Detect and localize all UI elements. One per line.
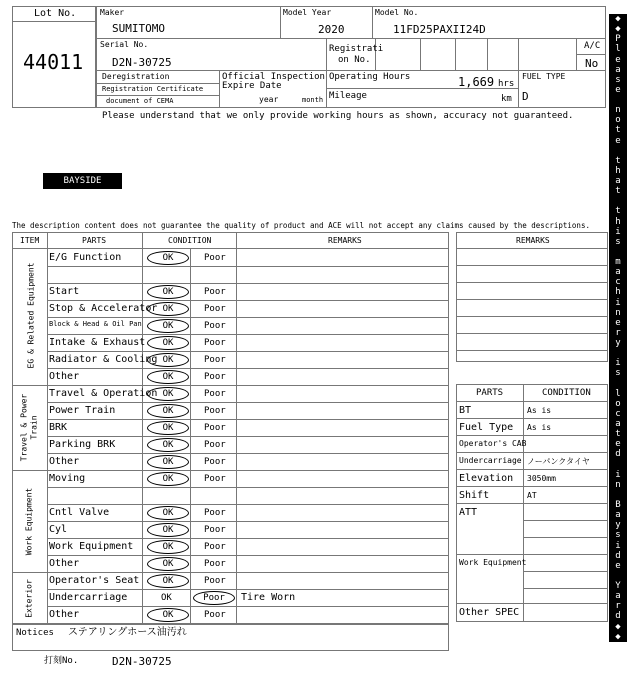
sidebar-char: i <box>615 358 621 369</box>
sidebar-char: ◆ <box>615 631 621 642</box>
condition-ok[interactable]: OK <box>147 506 189 520</box>
sidebar-char: a <box>615 176 621 186</box>
operating-hours-value: 1,669 <box>458 75 495 89</box>
sidebar-char: a <box>615 510 621 521</box>
part-label: Work Equipment <box>49 541 134 552</box>
spec-col-parts: PARTS <box>476 388 504 398</box>
table-row <box>47 470 449 487</box>
spec-part: Shift <box>459 490 490 501</box>
table-row <box>47 538 449 555</box>
lot-number: 44011 <box>23 50 84 74</box>
inspection-label: Official Inspection <box>222 72 325 82</box>
spec-part: Undercarriage <box>459 456 522 465</box>
sidebar-char: ◆ <box>615 14 621 24</box>
sidebar-char: d <box>615 550 621 561</box>
table-row <box>47 402 449 419</box>
part-label: Cyl <box>49 524 68 535</box>
spec-part: ATT <box>459 507 478 518</box>
table-row <box>47 385 449 402</box>
condition-poor[interactable]: Poor <box>204 474 226 484</box>
part-label: Other <box>49 371 80 382</box>
sidebar-char: ◆ <box>615 621 621 632</box>
sidebar-char: i <box>615 226 621 237</box>
right-remarks-table <box>456 232 608 362</box>
condition-ok[interactable]: OK <box>147 319 189 333</box>
condition-poor[interactable]: Poor <box>204 406 226 416</box>
table-row <box>47 504 449 521</box>
spec-value: As is <box>527 406 552 415</box>
ac-label: A/C <box>584 41 601 51</box>
sidebar-char: B <box>615 500 621 510</box>
spec-part: Fuel Type <box>459 422 514 433</box>
table-row <box>47 589 449 606</box>
condition-poor[interactable]: Poor <box>204 338 226 348</box>
model-year-value: 2020 <box>318 23 345 36</box>
col-item-header: ITEM <box>20 236 40 245</box>
condition-poor[interactable]: Poor <box>204 253 226 263</box>
condition-poor[interactable]: Poor <box>204 542 226 552</box>
condition-ok[interactable]: OK <box>147 387 189 401</box>
spec-part: Work Equipment <box>459 558 527 567</box>
sidebar-char <box>609 571 627 581</box>
sidebar-char: i <box>615 297 621 308</box>
condition-poor[interactable]: Poor <box>204 508 226 518</box>
table-row <box>47 606 449 623</box>
condition-poor[interactable]: Poor <box>204 321 226 331</box>
sidebar-char: s <box>615 74 621 85</box>
disclaimer: The description content does not guarantee the quality of product and ACE will not accept any claims caused by the descriptions. <box>12 221 590 230</box>
condition-ok[interactable]: OK <box>147 251 189 265</box>
group-travel-label: Travel & Power <box>19 393 29 462</box>
condition-poor[interactable]: Poor <box>204 389 226 399</box>
sidebar-char: d <box>615 611 621 622</box>
part-label: E/G Function <box>49 252 122 263</box>
condition-ok[interactable]: OK <box>147 472 189 486</box>
sidebar-char: t <box>615 186 621 197</box>
part-label: Stop & Accelerator <box>49 303 158 314</box>
part-label: Power Train <box>49 405 116 416</box>
sidebar-char <box>609 348 627 358</box>
condition-ok[interactable]: OK <box>147 557 189 571</box>
registration-certificate-label: Registration Certificate <box>102 85 204 93</box>
part-label: Operator's Seat <box>49 575 140 586</box>
table-row <box>47 334 449 351</box>
sidebar-char: i <box>615 540 621 551</box>
part-label: Undercarriage <box>49 592 128 603</box>
sidebar-char <box>609 247 627 257</box>
condition-poor[interactable]: Poor <box>204 610 226 620</box>
condition-ok[interactable]: OK <box>147 455 189 469</box>
sidebar-char: t <box>615 429 621 440</box>
col-parts-header: PARTS <box>82 236 107 245</box>
sidebar-char: e <box>615 560 621 571</box>
condition-poor[interactable]: Poor <box>204 525 226 535</box>
part-label: Start <box>49 286 80 297</box>
sidebar-char: P <box>615 34 621 45</box>
mileage-label: Mileage <box>329 91 367 101</box>
part-label: Travel & Operation <box>49 388 158 399</box>
condition-poor[interactable]: Poor <box>204 304 226 314</box>
sidebar-char <box>609 460 627 470</box>
sidebar-char: c <box>615 277 621 288</box>
sidebar-char: s <box>615 530 621 541</box>
table-row <box>47 521 449 538</box>
part-label: Moving <box>49 473 86 484</box>
sidebar-char: a <box>615 64 621 75</box>
inspection-label-2: Expire Date <box>222 81 282 91</box>
location-sidebar <box>609 14 627 642</box>
sidebar-char <box>609 146 627 156</box>
operating-hours-label: Operating Hours <box>329 72 411 82</box>
sidebar-char: e <box>615 439 621 450</box>
condition-poor[interactable]: Poor <box>204 372 226 382</box>
table-row <box>47 249 449 266</box>
group-exterior-label: Exterior <box>24 579 34 618</box>
spec-part: Elevation <box>459 473 514 484</box>
month-label: month <box>302 96 324 104</box>
lot-label: Lot No. <box>34 8 77 19</box>
col-remarks-header: REMARKS <box>328 236 362 245</box>
condition-ok[interactable]: OK <box>147 353 189 367</box>
sidebar-char: i <box>615 469 621 480</box>
condition-ok[interactable]: OK <box>147 370 189 384</box>
sidebar-char: r <box>615 327 621 338</box>
part-label: Radiator & Cooling <box>49 354 158 365</box>
serial-label: Serial No. <box>100 40 149 49</box>
part-label: Block & Head & Oil Pan <box>49 320 142 328</box>
condition-poor[interactable]: Poor <box>204 440 226 450</box>
condition-ok[interactable]: OK <box>147 404 189 418</box>
sidebar-char: n <box>615 105 621 116</box>
condition-ok[interactable]: OK <box>147 540 189 554</box>
year-label: year <box>259 95 279 104</box>
spec-part: BT <box>459 405 472 416</box>
maker-value: SUMITOMO <box>112 22 165 35</box>
condition-ok[interactable]: OK <box>147 285 189 299</box>
model-no-label: Model No. <box>375 8 419 17</box>
deregistration-label: Deregistration <box>102 72 170 81</box>
part-label: BRK <box>49 422 68 433</box>
sidebar-char <box>609 196 627 206</box>
sidebar-char: y <box>615 338 621 348</box>
part-label: Other <box>49 609 80 620</box>
part-label: Cntl Valve <box>49 507 110 518</box>
condition-ok[interactable]: OK <box>147 608 189 622</box>
sidebar-char: h <box>615 287 621 298</box>
table-row <box>47 266 449 283</box>
condition-poor[interactable]: Poor <box>204 423 226 433</box>
part-label: Other <box>49 558 80 569</box>
notices-label: Notices <box>16 628 54 638</box>
sidebar-char: o <box>615 398 621 409</box>
part-label: Parking BRK <box>49 439 116 450</box>
condition-poor[interactable]: Poor <box>204 559 226 569</box>
group-travel-label-2: Train <box>29 415 39 440</box>
sidebar-char: e <box>615 54 621 65</box>
serial-value: D2N-30725 <box>112 56 172 69</box>
notices-value: ステアリングホース油汚れ <box>68 627 187 638</box>
sidebar-char: e <box>615 317 621 328</box>
spec-col-condition: CONDITION <box>542 388 591 398</box>
condition-poor[interactable]: Poor <box>204 287 226 297</box>
sidebar-char: c <box>615 408 621 419</box>
condition-ok[interactable]: OK <box>147 438 189 452</box>
spec-value: ノーパンクタイヤ <box>527 457 590 466</box>
sidebar-char: r <box>615 601 621 612</box>
sidebar-char: y <box>615 520 621 531</box>
table-row <box>47 419 449 436</box>
ac-value: No <box>585 57 599 70</box>
maker-label: Maker <box>100 8 125 17</box>
fuel-type-label: FUEL TYPE <box>522 72 566 81</box>
table-row <box>47 368 449 385</box>
group-eg-label: EG & Related Equipment <box>26 262 36 369</box>
sidebar-char: n <box>615 479 621 490</box>
spec-value: 3050mm <box>527 474 556 483</box>
sidebar-char: a <box>615 591 621 602</box>
cema-label: document of CEMA <box>106 97 174 105</box>
registration-label: Registrati <box>329 44 384 54</box>
table-row <box>47 453 449 470</box>
condition-poor[interactable]: Poor <box>204 576 226 586</box>
condition-ok[interactable]: OK <box>147 421 189 435</box>
table-row <box>47 487 449 504</box>
sidebar-char: l <box>615 388 621 399</box>
sidebar-char: o <box>615 115 621 126</box>
sidebar-char <box>609 490 627 500</box>
condition-ok[interactable]: OK <box>147 523 189 537</box>
remark-text: Tire Worn <box>241 592 296 603</box>
col-condition-header: CONDITION <box>168 236 212 245</box>
table-row <box>47 351 449 368</box>
km-unit: km <box>501 94 512 104</box>
sidebar-char: m <box>615 257 621 267</box>
model-year-label: Model Year <box>283 8 332 17</box>
stamp-label: 打刻No. <box>44 656 79 666</box>
sidebar-char: s <box>615 368 621 379</box>
spec-part: Operator's CAB <box>459 439 527 448</box>
sidebar-char: l <box>615 44 621 55</box>
stamp-value: D2N-30725 <box>112 655 172 668</box>
sidebar-char: Y <box>615 581 621 591</box>
spec-value: As is <box>527 423 552 432</box>
part-label: Intake & Exhaust <box>49 337 146 348</box>
sidebar-char <box>609 379 627 389</box>
spec-value: AT <box>527 491 537 500</box>
table-row <box>47 317 449 334</box>
location-badge: BAYSIDE <box>43 173 122 189</box>
sidebar-char: a <box>615 419 621 429</box>
part-label: Other <box>49 456 80 467</box>
condition-poor[interactable]: Poor <box>193 591 235 605</box>
hours-notice: Please understand that we only provide working hours as shown, accuracy not guaranteed. <box>102 111 574 121</box>
condition-poor[interactable]: Poor <box>204 457 226 467</box>
condition-ok[interactable]: OK <box>147 336 189 350</box>
sidebar-char: a <box>615 267 621 278</box>
sidebar-char: t <box>615 155 621 166</box>
sidebar-char: ◆ <box>615 24 621 35</box>
model-no-value: 11FD25PAXII24D <box>393 23 486 36</box>
table-row <box>47 283 449 300</box>
group-work-label: Work Equipment <box>24 487 34 556</box>
sidebar-char: s <box>615 236 621 247</box>
table-row <box>47 555 449 572</box>
condition-ok[interactable]: OK <box>147 574 189 588</box>
sidebar-char: t <box>615 125 621 136</box>
sidebar-char: e <box>615 84 621 95</box>
condition-poor[interactable]: Poor <box>204 355 226 365</box>
sidebar-char: e <box>615 135 621 146</box>
spec-part: Other SPEC <box>459 607 520 618</box>
sidebar-char <box>609 95 627 105</box>
sidebar-char: t <box>615 206 621 217</box>
table-row <box>47 436 449 453</box>
table-row <box>47 572 449 589</box>
sidebar-char: n <box>615 307 621 318</box>
table-row <box>47 300 449 317</box>
condition-ok[interactable]: OK <box>161 593 172 603</box>
registration-label-2: on No. <box>338 55 371 65</box>
right-remarks-header: REMARKS <box>516 236 550 245</box>
hrs-unit: hrs <box>498 79 515 89</box>
condition-ok[interactable]: OK <box>147 302 189 316</box>
fuel-type-value: D <box>522 90 529 103</box>
sidebar-char: d <box>615 449 621 460</box>
sidebar-char: h <box>615 216 621 227</box>
sidebar-char: h <box>615 165 621 176</box>
